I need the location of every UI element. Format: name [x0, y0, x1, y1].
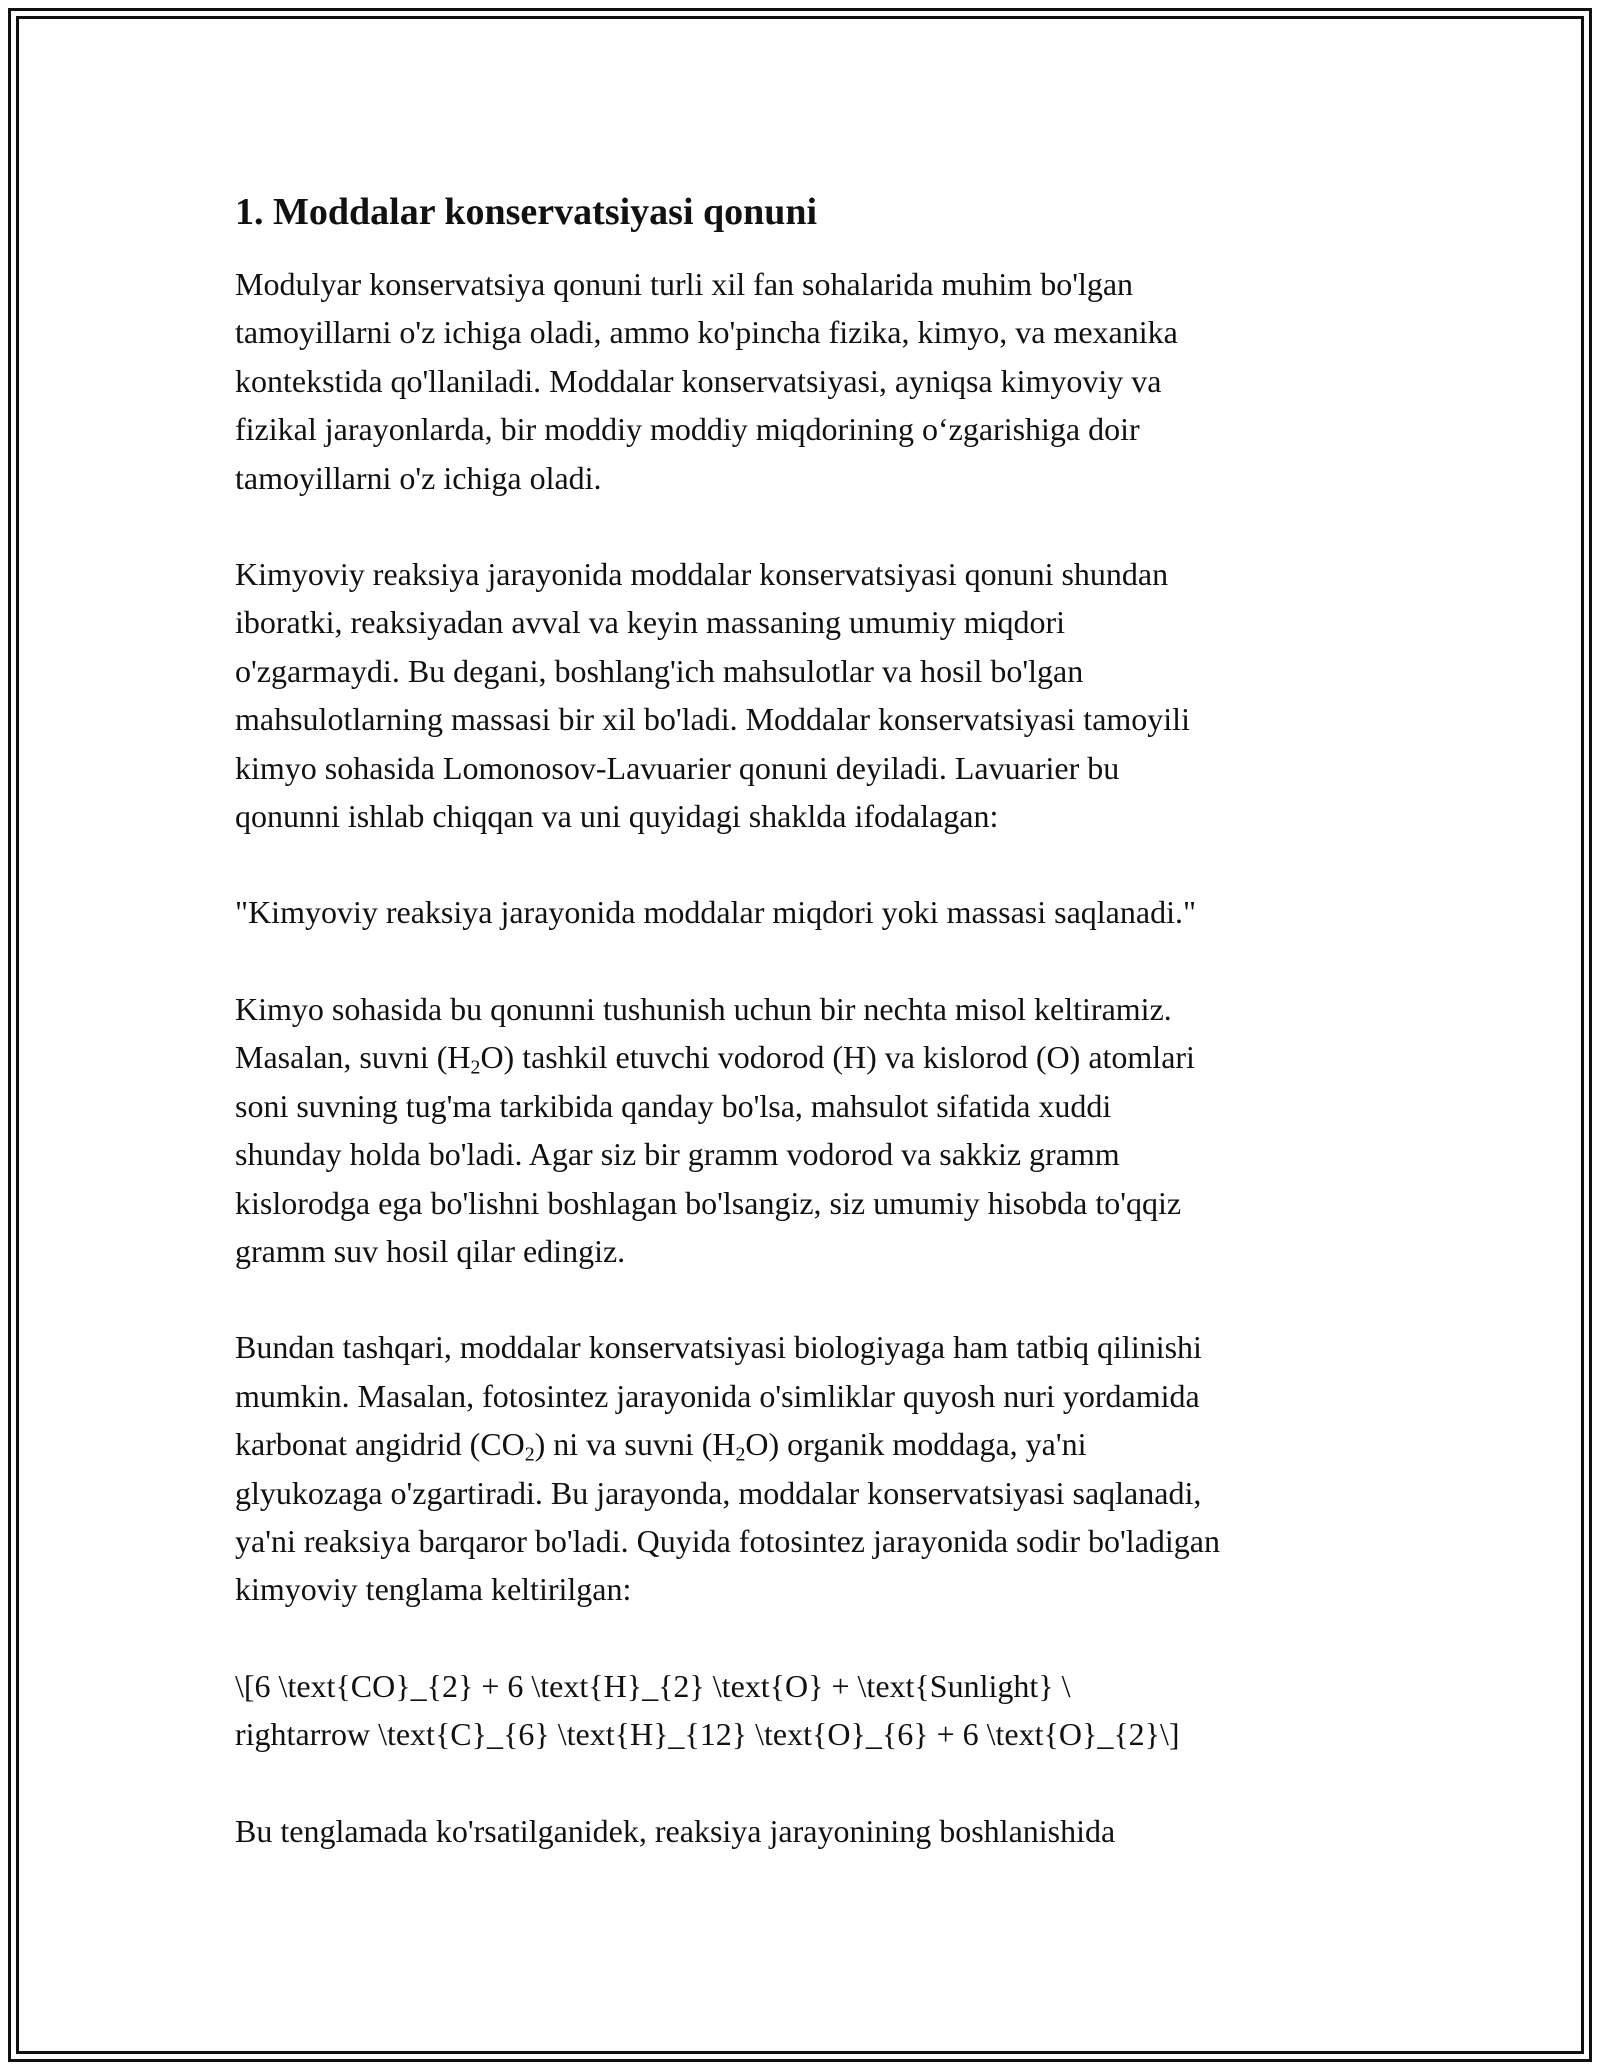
text-line: gramm suv hosil qilar edingiz.: [235, 1232, 626, 1269]
paragraph-photosynthesis: [235, 1323, 1385, 1613]
text-line: tamoyillarni o'z ichiga oladi, ammo ko'pincha fizika, kimyo, va mexanika: [235, 314, 1178, 351]
text-line: Bundan tashqari, moddalar konservatsiyasi biologiyaga ham tatbiq qilinishi: [235, 1329, 1202, 1366]
paragraph-quote: [235, 888, 1385, 936]
text-line: Kimyoviy reaksiya jarayonida moddalar konservatsiyasi qonuni shundan: [235, 556, 1169, 593]
text-line: Modulyar konservatsiya qonuni turli xil fan sohalarida muhim bo'lgan: [235, 266, 1134, 302]
paragraph-conclusion: [235, 1807, 1385, 1855]
text-line: shunday holda bo'ladi. Agar siz bir gramm vodorod va sakkiz gramm: [235, 1136, 1120, 1173]
text-line: Bu tenglamada ko'rsatilganidek, reaksiya jarayonining boshlanishida: [235, 1812, 1116, 1849]
paragraph-intro: [235, 260, 1385, 502]
text-line: tamoyillarni o'z ichiga oladi.: [235, 459, 602, 496]
text-line: Kimyo sohasida bu qonunni tushunish uchun bir nechta misol keltiramiz.: [235, 990, 1172, 1027]
paragraph-equation: [235, 1662, 1385, 1759]
text-line: kontekstida qo'llaniladi. Moddalar konservatsiyasi, ayniqsa kimyoviy va: [235, 362, 1162, 399]
text-line: soni suvning tug'ma tarkibida qanday bo'lsa, mahsulot sifatida xuddi: [235, 1087, 1112, 1124]
text-line: mumkin. Masalan, fotosintez jarayonida o'simliklar quyosh nuri yordamida: [235, 1377, 1200, 1414]
text-line: qonunni ishlab chiqqan va uni quyidagi shaklda ifodalagan:: [235, 798, 999, 835]
paragraph-chemistry-law: [235, 550, 1385, 840]
text-line: kimyo sohasida Lomonosov-Lavuarier qonuni deyiladi. Lavuarier bu: [235, 749, 1120, 786]
text-line: kislorodga ega bo'lishni boshlagan bo'lsangiz, siz umumiy hisobda to'qqiz: [235, 1184, 1182, 1221]
text-line: kimyoviy tenglama keltirilgan:: [235, 1571, 632, 1608]
paragraph-water-example: [235, 985, 1385, 1275]
section-heading: 1. Moddalar konservatsiyasi qonuni: [235, 191, 818, 233]
text-line: fizikal jarayonlarda, bir moddiy moddiy miqdorining o‘zgarishiga doir: [235, 411, 1140, 448]
text-line: Masalan, suvni $(H_2O)$ tashkil etuvchi vodorod (H) va kislorod (O) atomlari: [235, 1039, 1195, 1079]
text-line: o'zgarmaydi. Bu degani, boshlang'ich mahsulotlar va hosil bo'lgan: [235, 652, 1084, 689]
text-line: iboratki, reaksiyadan avval va keyin massaning umumiy miqdori: [235, 604, 1066, 641]
equation-line: \[6 \text{CO}_{2} + 6 \text{H}_{2} \text{O} + \text{Sunlight} \: [235, 1667, 1071, 1704]
text-line: mahsulotlarning massasi bir xil bo'ladi. Moddalar konservatsiyasi tamoyili: [235, 701, 1190, 738]
text-line: karbonat angidrid $(CO_2)$ ni va suvni $(H_2O)$ organik moddaga, ya'ni: [235, 1426, 1087, 1466]
text-line: "Kimyoviy reaksiya jarayonida moddalar miqdori yoki massasi saqlanadi.": [235, 894, 1197, 931]
document-page: [235, 186, 1385, 1903]
text-line: ya'ni reaksiya barqaror bo'ladi. Quyida fotosintez jarayonida sodir bo'ladigan: [235, 1522, 1220, 1559]
text-line: glyukozaga o'zgartiradi. Bu jarayonda, moddalar konservatsiyasi saqlanadi,: [235, 1474, 1202, 1511]
equation-line: rightarrow \text{C}_{6} \text{H}_{12} \text{O}_{6} + 6 \text{O}_{2}\]: [235, 1716, 1180, 1753]
